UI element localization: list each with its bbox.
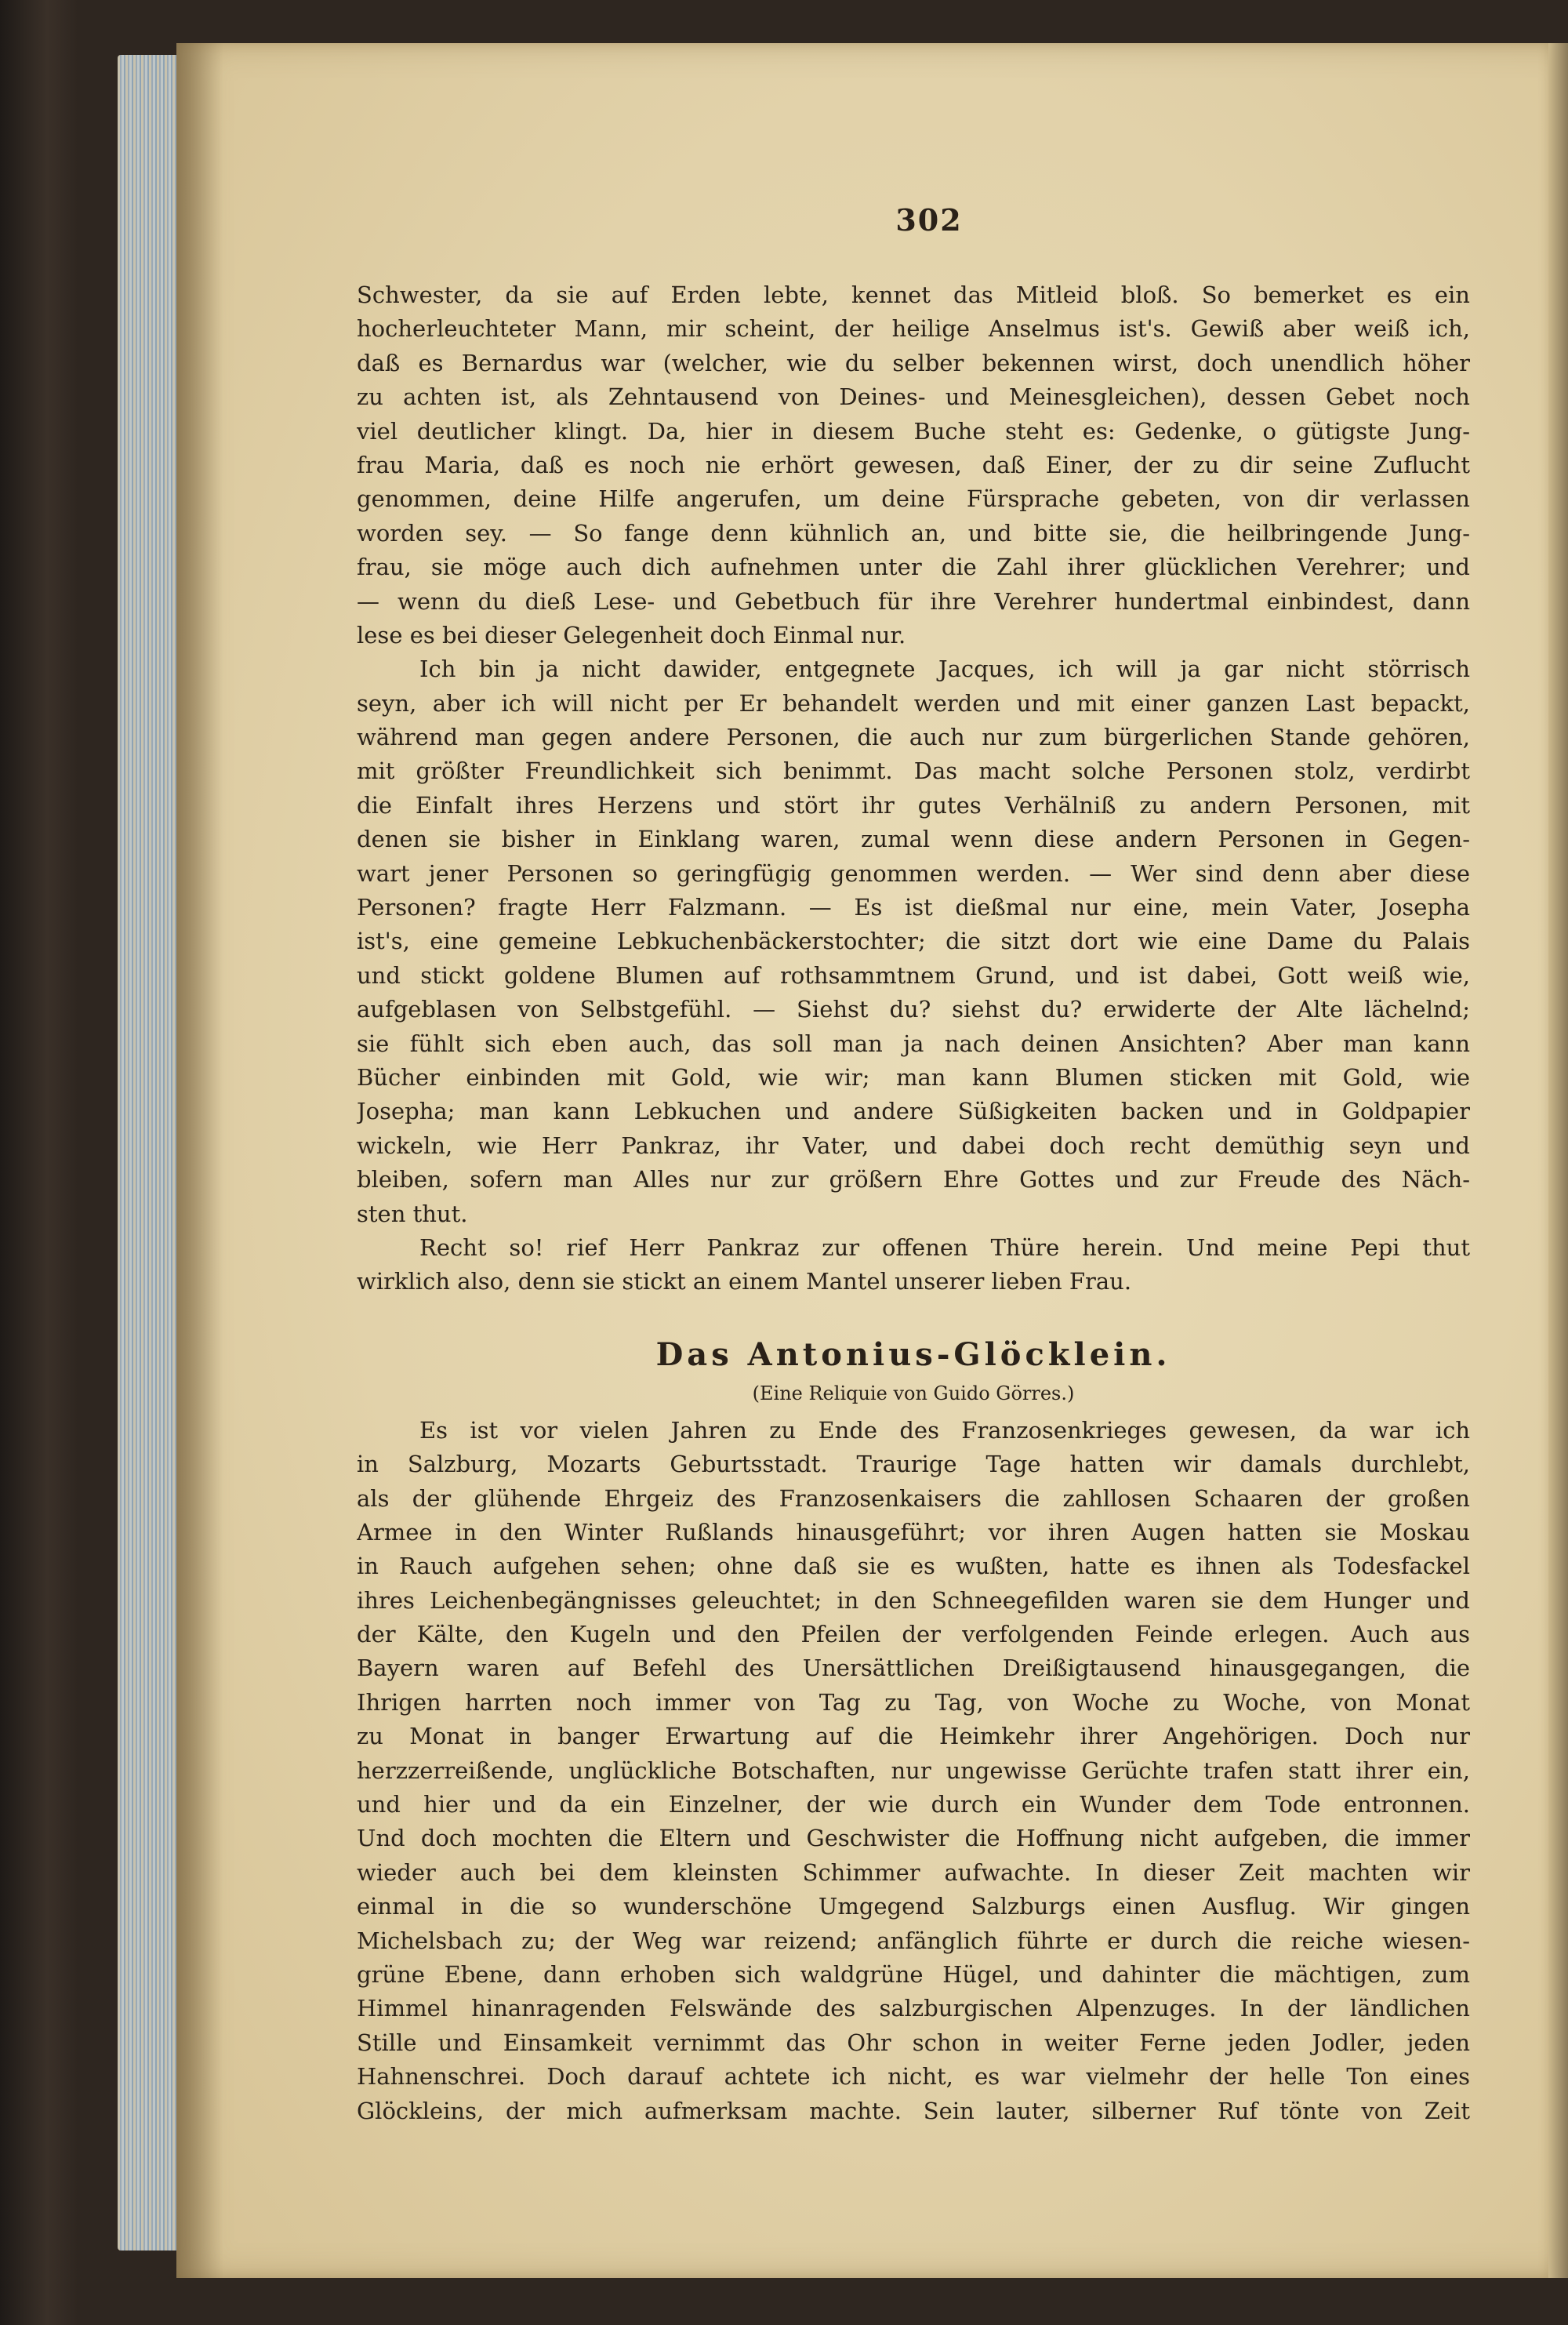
page-gutter-shadow bbox=[176, 43, 223, 2278]
text-line: einmal in die so wunderschöne Umgegend Salzburgs einen Ausflug. Wir gingen bbox=[357, 1893, 1470, 1920]
text-line: wieder auch bei dem kleinsten Schimmer aufwachte. In dieser Zeit machten wir bbox=[357, 1858, 1470, 1886]
text-line: in Salzburg, Mozarts Geburtsstadt. Traurige Tage hatten wir damals durchlebt, bbox=[357, 1451, 1470, 1478]
text-line: wirklich also, denn sie stickt an einem Mantel unserer lieben Frau. bbox=[357, 1268, 1132, 1295]
page-edges bbox=[118, 55, 180, 2251]
text-line: daß es Bernardus war (welcher, wie du selber bekennen wirst, doch unendlich höher bbox=[357, 349, 1470, 376]
text-line: herzzerreißende, unglückliche Botschaften, nur ungewisse Gerüchte trafen statt ihrer ein, bbox=[357, 1756, 1470, 1784]
section-continuation bbox=[357, 278, 1470, 1299]
text-line: die Einfalt ihres Herzens und stört ihr gutes Verhälniß zu andern Personen, mit bbox=[357, 791, 1470, 819]
text-line: Personen? fragte Herr Falzmann. — Es ist dießmal nur eine, mein Vater, Josepha bbox=[357, 894, 1470, 921]
text-line: zu achten ist, als Zehntausend von Deines- und Meinesgleichen), dessen Gebet noch bbox=[357, 383, 1470, 411]
text-line: Ihrigen harrten noch immer von Tag zu Tag, von Woche zu Woche, von Monat bbox=[357, 1688, 1470, 1716]
text-line: und hier und da ein Einzelner, der wie durch ein Wunder dem Tode entronnen. bbox=[357, 1791, 1470, 1818]
text-line: frau, sie möge auch dich aufnehmen unter die Zahl ihrer glücklichen Verehrer; und bbox=[357, 554, 1470, 581]
text-line: als der glühende Ehrgeiz des Franzosenkaisers die zahllosen Schaaren der großen bbox=[357, 1484, 1470, 1512]
text-block bbox=[357, 202, 1470, 2128]
text-line: hocherleuchteter Mann, mir scheint, der heilige Anselmus ist's. Gewiß aber weiß ich, bbox=[357, 315, 1470, 343]
text-line: in Rauch aufgehen sehen; ohne daß sie es wußten, hatte es ihnen als Todesfackel bbox=[357, 1553, 1470, 1580]
text-line: — wenn du dieß Lese- und Gebetbuch für ihre Verehrer hundertmal einbindest, dann bbox=[357, 587, 1470, 615]
text-line: während man gegen andere Personen, die auch nur zum bürgerlichen Stande gehören, bbox=[357, 724, 1470, 751]
text-line: und stickt goldene Blumen auf rothsammtnem Grund, und ist dabei, Gott weiß wie, bbox=[357, 961, 1470, 989]
text-line: Recht so! rief Herr Pankraz zur offenen Thüre herein. Und meine Pepi thut bbox=[419, 1233, 1470, 1261]
text-line: sie fühlt sich eben auch, das soll man ja nach deinen Ansichten? Aber man kann bbox=[357, 1030, 1470, 1057]
text-line: Armee in den Winter Rußlands hinausgeführt; vor ihren Augen hatten sie Moskau bbox=[357, 1518, 1470, 1546]
text-line: mit größter Freundlichkeit sich benimmt. Das macht solche Personen stolz, verdirbt bbox=[357, 757, 1470, 785]
text-line: Hahnenschrei. Doch darauf achtete ich nicht, es war vielmehr der helle Ton eines bbox=[357, 2063, 1470, 2091]
text-line: Glöckleins, der mich aufmerksam machte. Sein lauter, silberner Ruf tönte von Zeit bbox=[357, 2097, 1470, 2124]
text-line: denen sie bisher in Einklang waren, zumal wenn diese andern Personen in Gegen- bbox=[357, 826, 1470, 853]
page-right-edge bbox=[1548, 43, 1568, 2278]
text-line: frau Maria, daß es noch nie erhört gewesen, daß Einer, der zu dir seine Zuflucht bbox=[357, 451, 1470, 478]
section-title: Das Antonius-Glöcklein. bbox=[655, 1335, 1171, 1373]
text-line: ihres Leichenbegängnisses geleuchtet; in den Schneegefilden waren sie dem Hunger und bbox=[357, 1586, 1470, 1614]
section-gap bbox=[357, 1299, 1470, 1332]
text-line: genommen, deine Hilfe angerufen, um deine Fürsprache gebeten, von dir verlassen bbox=[357, 485, 1470, 513]
text-line: wart jener Personen so geringfügig genommen werden. — Wer sind denn aber diese bbox=[357, 859, 1470, 887]
text-line: Ich bin ja nicht dawider, entgegnete Jacques, ich will ja gar nicht störrisch bbox=[419, 656, 1470, 683]
page-number: 302 bbox=[895, 202, 963, 238]
text-line: ist's, eine gemeine Lebkuchenbäckerstochter; die sitzt dort wie eine Dame du Palais bbox=[357, 928, 1470, 955]
text-line: Bayern waren auf Befehl des Unersättlichen Dreißigtausend hinausgegangen, die bbox=[357, 1655, 1470, 1682]
text-line: lese es bei dieser Gelegenheit doch Einmal nur. bbox=[357, 621, 906, 648]
text-line: Josepha; man kann Lebkuchen und andere Süßigkeiten backen und in Goldpapier bbox=[357, 1098, 1470, 1125]
text-line: wickeln, wie Herr Pankraz, ihr Vater, und dabei doch recht demüthig seyn und bbox=[357, 1132, 1470, 1159]
section-subtitle: (Eine Reliquie von Guido Görres.) bbox=[752, 1382, 1075, 1404]
text-line: der Kälte, den Kugeln und den Pfeilen der verfolgenden Feinde erlegen. Auch aus bbox=[357, 1621, 1470, 1648]
text-line: Es ist vor vielen Jahren zu Ende des Franzosenkrieges gewesen, da war ich bbox=[419, 1416, 1470, 1444]
section-antonius-gloecklein bbox=[357, 1414, 1470, 2128]
text-line: viel deutlicher klingt. Da, hier in diesem Buche steht es: Gedenke, o gütigste Jung- bbox=[357, 417, 1470, 445]
text-line: aufgeblasen von Selbstgefühl. — Siehst du? siehst du? erwiderte der Alte lächelnd; bbox=[357, 996, 1470, 1023]
text-line: Himmel hinanragenden Felswände des salzburgischen Alpenzuges. In der ländlichen bbox=[357, 1995, 1470, 2022]
text-line: Und doch mochten die Eltern und Geschwister die Hoffnung nicht aufgeben, die immer bbox=[357, 1825, 1470, 1852]
text-line: zu Monat in banger Erwartung auf die Heimkehr ihrer Angehörigen. Doch nur bbox=[357, 1723, 1470, 1750]
text-line: seyn, aber ich will nicht per Er behandelt werden und mit einer ganzen Last bepackt, bbox=[357, 689, 1470, 717]
text-line: Schwester, da sie auf Erden lebte, kennet das Mitleid bloß. So bemerket es ein bbox=[357, 282, 1470, 308]
text-line: sten thut. bbox=[357, 1200, 468, 1227]
text-line: bleiben, sofern man Alles nur zur größern Ehre Gottes und zur Freude des Näch- bbox=[357, 1166, 1470, 1193]
text-line: grüne Ebene, dann erhoben sich waldgrüne Hügel, und dahinter die mächtigen, zum bbox=[357, 1960, 1470, 1988]
text-line: Stille und Einsamkeit vernimmt das Ohr schon in weiter Ferne jeden Jodler, jeden bbox=[357, 2029, 1470, 2056]
text-line: worden sey. — So fange denn kühnlich an, und bitte sie, die heilbringende Jung- bbox=[357, 519, 1470, 547]
text-line: Michelsbach zu; der Weg war reizend; anfänglich führte er durch die reiche wiesen- bbox=[357, 1927, 1470, 1954]
text-line: Bücher einbinden mit Gold, wie wir; man kann Blumen sticken mit Gold, wie bbox=[357, 1063, 1470, 1091]
